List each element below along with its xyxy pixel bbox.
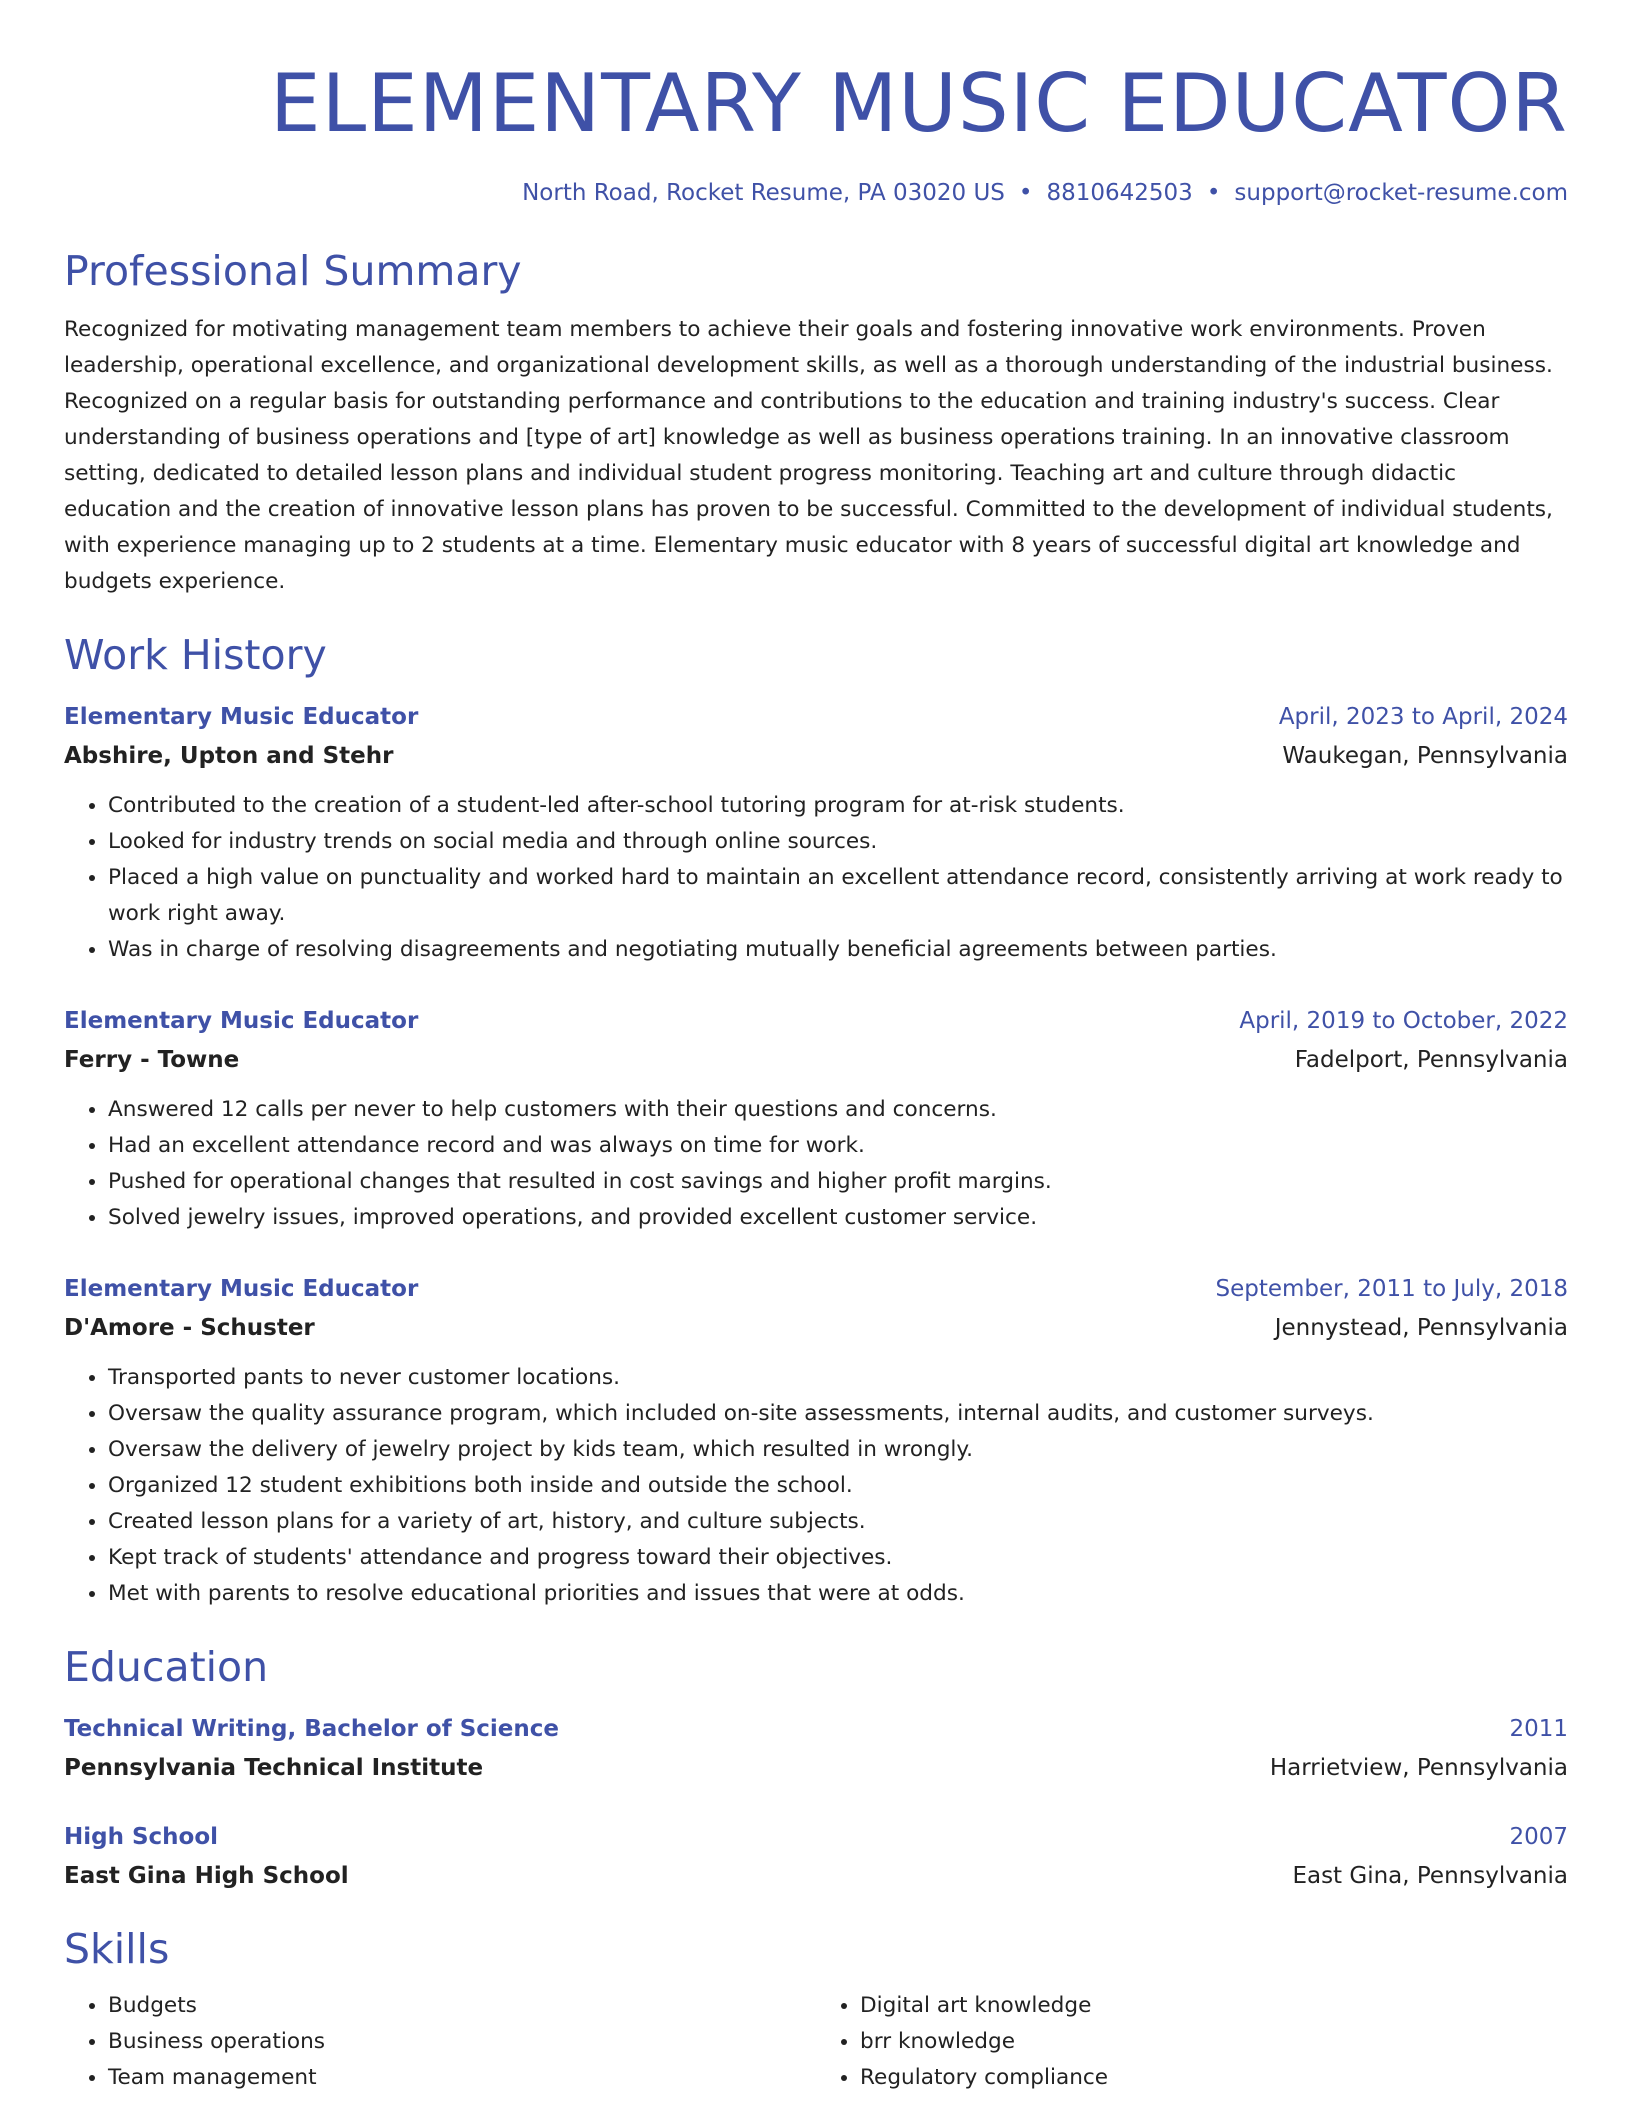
education-year: 2007 bbox=[1509, 1824, 1568, 1850]
skill-item: • brr knowledge bbox=[860, 2024, 1568, 2060]
job-bullet: • Looked for industry trends on social media and through online sources. bbox=[108, 824, 1568, 860]
job-bullet: • Pushed for operational changes that resulted in cost savings and higher profit margins. bbox=[108, 1164, 1568, 1200]
education-school: East Gina High School bbox=[64, 1863, 349, 1889]
education-degree: Technical Writing, Bachelor of Science bbox=[64, 1716, 559, 1742]
job-bullet: • Was in charge of resolving disagreements and negotiating mutually beneficial agreements between parties. bbox=[108, 932, 1568, 968]
education-header-row bbox=[64, 1818, 1568, 1856]
education-degree: High School bbox=[64, 1824, 219, 1850]
job-bullet: • Solved jewelry issues, improved operations, and provided excellent customer service. bbox=[108, 1200, 1568, 1236]
job-bullet: • Met with parents to resolve educational priorities and issues that were at odds. bbox=[108, 1576, 1568, 1612]
job-bullet: • Contributed to the creation of a student-led after-school tutoring program for at-risk students. bbox=[108, 788, 1568, 824]
education-year: 2011 bbox=[1509, 1716, 1568, 1742]
education-location: Harrietview, Pennsylvania bbox=[1269, 1755, 1568, 1781]
education-entry bbox=[64, 1710, 1568, 1788]
job-header-row bbox=[64, 698, 1568, 736]
job-bullet: • Had an excellent attendance record and was always on time for work. bbox=[108, 1128, 1568, 1164]
job-bullets bbox=[64, 1092, 1568, 1236]
education-school: Pennsylvania Technical Institute bbox=[64, 1755, 484, 1781]
work-history-heading: Work History bbox=[64, 631, 327, 679]
contact-phone: 8810642503 bbox=[1046, 180, 1193, 206]
job-entry bbox=[64, 1270, 1568, 1612]
job-entry bbox=[64, 1002, 1568, 1236]
education-header-row bbox=[64, 1710, 1568, 1748]
job-dates: April, 2023 to April, 2024 bbox=[1278, 704, 1568, 730]
education-heading: Education bbox=[64, 1643, 269, 1691]
contact-email[interactable]: support@rocket-resume.com bbox=[1234, 180, 1568, 206]
job-bullets bbox=[64, 788, 1568, 968]
skills-left-list bbox=[64, 1988, 816, 2096]
education-entry bbox=[64, 1818, 1568, 1896]
job-entry bbox=[64, 698, 1568, 968]
skills-columns bbox=[64, 1988, 1568, 2096]
job-company: D'Amore - Schuster bbox=[64, 1315, 315, 1341]
job-header-row bbox=[64, 1270, 1568, 1308]
skills-heading: Skills bbox=[64, 1925, 170, 1973]
job-bullet: • Created lesson plans for a variety of art, history, and culture subjects. bbox=[108, 1504, 1568, 1540]
job-location: Waukegan, Pennsylvania bbox=[1282, 743, 1568, 769]
skill-item: • Digital art knowledge bbox=[860, 1988, 1568, 2024]
summary-text: Recognized for motivating management team members to achieve their goals and fostering innovative work environments. Proven leadership, operational excellence, and organizational development skills, as well as a thorough understanding of the industrial business. Recognized on a regular basis for outstanding performance and contributions to the education and training industry's success. Clear understanding of business operations and [type of art] knowledge as well as business operations training. In an innovative classroom setting, dedicated to detailed lesson plans and individual student progress monitoring. Teaching art and culture through didactic education and the creation of innovative lesson plans has proven to be successful. Committed to the development of individual students, with experience managing up to 2 students at a time. Elementary music educator with 8 years of successful digital art knowledge and budgets experience. bbox=[64, 317, 1553, 594]
job-location: Fadelport, Pennsylvania bbox=[1294, 1047, 1568, 1073]
job-bullets bbox=[64, 1360, 1568, 1612]
education-school-row bbox=[64, 1856, 1568, 1896]
job-role: Elementary Music Educator bbox=[64, 704, 419, 730]
job-dates: April, 2019 to October, 2022 bbox=[1239, 1008, 1568, 1034]
resume-name: ELEMENTARY MUSIC EDUCATOR bbox=[270, 57, 1568, 150]
job-bullet: • Organized 12 student exhibitions both inside and outside the school. bbox=[108, 1468, 1568, 1504]
job-role: Elementary Music Educator bbox=[64, 1276, 419, 1302]
job-company: Abshire, Upton and Stehr bbox=[64, 743, 394, 769]
job-header-row bbox=[64, 1002, 1568, 1040]
contact-separator: • bbox=[1206, 180, 1221, 206]
job-bullet: • Transported pants to never customer locations. bbox=[108, 1360, 1568, 1396]
job-bullet: • Oversaw the delivery of jewelry project by kids team, which resulted in wrongly. bbox=[108, 1432, 1568, 1468]
job-company-row bbox=[64, 1040, 1568, 1080]
job-bullet: • Placed a high value on punctuality and worked hard to maintain an excellent attendance record, consistently arriving at work ready to work right away. bbox=[108, 860, 1568, 932]
job-bullet: • Answered 12 calls per never to help customers with their questions and concerns. bbox=[108, 1092, 1568, 1128]
contact-line bbox=[64, 180, 1568, 206]
skill-item: • Business operations bbox=[108, 2024, 816, 2060]
job-bullet: • Oversaw the quality assurance program, which included on-site assessments, internal audits, and customer surveys. bbox=[108, 1396, 1568, 1432]
skills-right-list bbox=[816, 1988, 1568, 2096]
job-dates: September, 2011 to July, 2018 bbox=[1215, 1276, 1568, 1302]
job-company-row bbox=[64, 1308, 1568, 1348]
education-location: East Gina, Pennsylvania bbox=[1292, 1863, 1568, 1889]
job-company: Ferry - Towne bbox=[64, 1047, 240, 1073]
contact-address: North Road, Rocket Resume, PA 03020 US bbox=[522, 180, 1005, 206]
job-location: Jennystead, Pennsylvania bbox=[1274, 1315, 1568, 1341]
contact-separator: • bbox=[1018, 180, 1033, 206]
job-company-row bbox=[64, 736, 1568, 776]
education-school-row bbox=[64, 1748, 1568, 1788]
skill-item: • Team management bbox=[108, 2060, 816, 2096]
skill-item: • Regulatory compliance bbox=[860, 2060, 1568, 2096]
summary-heading: Professional Summary bbox=[64, 247, 522, 295]
skill-item: • Budgets bbox=[108, 1988, 816, 2024]
job-bullet: • Kept track of students' attendance and progress toward their objectives. bbox=[108, 1540, 1568, 1576]
job-role: Elementary Music Educator bbox=[64, 1008, 419, 1034]
